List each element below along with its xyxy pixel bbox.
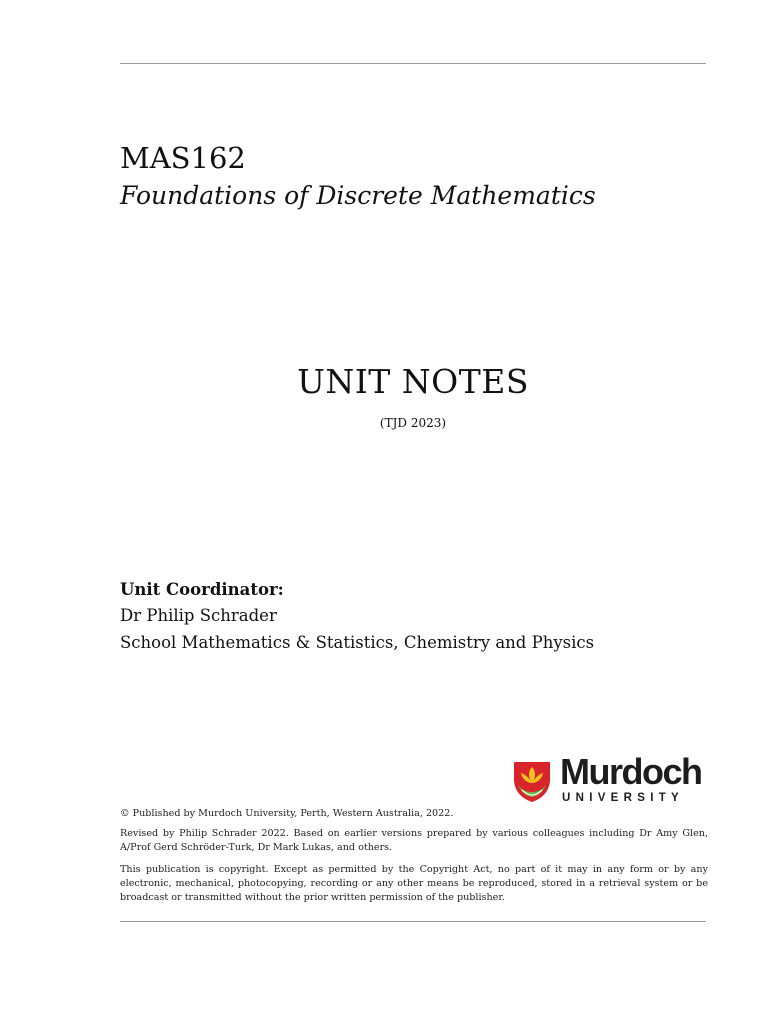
unit-title: Foundations of Discrete Mathematics [120,181,596,210]
revision-notice: Revised by Philip Schrader 2022. Based on earlier versions prepared by various colleagues including Dr Amy Glen, A/Prof Gerd Schröder-Turk, Dr Mark Lukas, and others. [120,828,708,853]
edition-label: (TJD 2023) [379,416,447,430]
logo-subtitle: UNIVERSITY [562,792,685,804]
published-notice: © Published by Murdoch University, Perth, Western Australia, 2022. [120,808,454,819]
logo-wordmark: Murdoch [560,751,702,792]
coordinator-name: Dr Philip Schrader [120,606,277,625]
document-heading: UNIT NOTES [297,362,529,401]
coordinator-heading: Unit Coordinator: [120,580,284,599]
coordinator-school: School Mathematics & Statistics, Chemistry and Physics [120,633,595,652]
bottom-rule [120,921,706,922]
murdoch-logo [510,751,710,811]
unit-code: MAS162 [120,141,246,175]
copyright-notice: This publication is copyright. Except as permitted by the Copyright Act, no part of it may in any form or by any electronic, mechanical, photocopying, recording or any other means be reproduced, stored in a retrieval system or be broadcast or transmitted without the prior written permission of the publisher. [120,864,708,903]
university-crest-icon [510,759,554,803]
top-rule [120,63,706,64]
